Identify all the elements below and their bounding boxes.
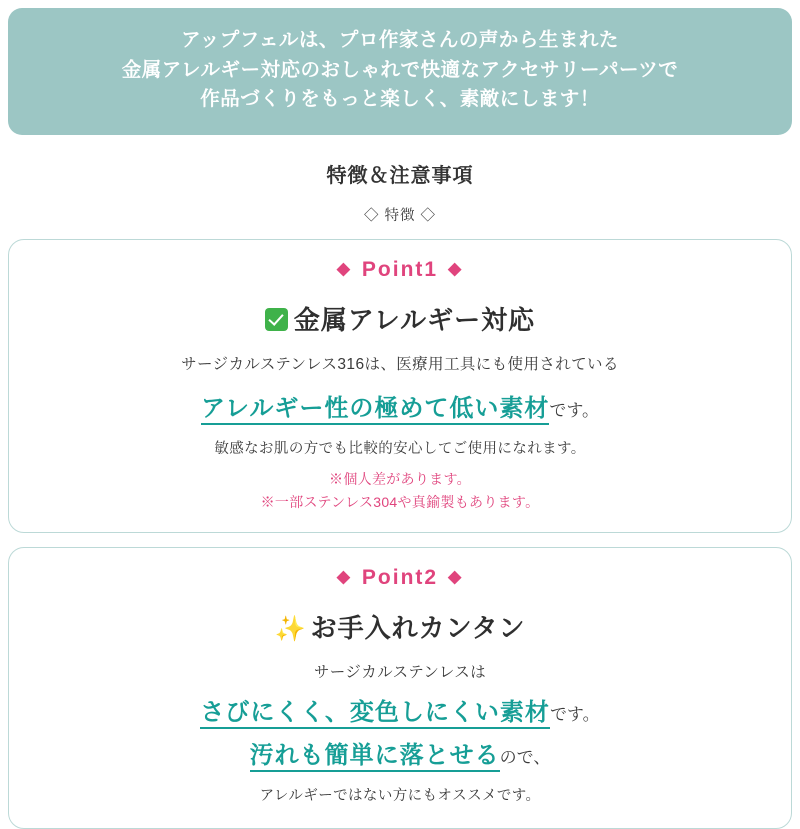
point2-highlight-2-suffix: ので、 — [499, 748, 551, 768]
point1-highlight-suffix: です。 — [549, 401, 600, 421]
point1-line-2: 敏感なお肌の方でも比較的安心してご使用になれます。 — [214, 441, 586, 458]
hero-line-3: 作品づくりをもっと楽しく、素敵にします！ — [200, 88, 600, 111]
point2-highlight-1: さびにくく、変色しにくい素材 — [200, 699, 550, 729]
point2-line-1: サージカルステンレスは — [313, 663, 487, 681]
section-subtitle: ◇ 特徴 ◇ — [363, 207, 437, 224]
diamond-right-icon: ◆ — [448, 258, 464, 278]
sparkles-icon: ✨ — [274, 614, 307, 643]
point2-heading — [29, 566, 771, 590]
point1-title-row — [29, 300, 771, 337]
point1-note-1: ※個人差があります。 — [329, 470, 471, 487]
hero-banner — [8, 8, 792, 135]
point1-card — [8, 239, 792, 533]
point2-highlight-1-suffix: です。 — [549, 705, 600, 725]
diamond-left-icon: ◆ — [336, 258, 352, 278]
point1-title: 金属アレルギー対応 — [293, 304, 536, 335]
point1-label: Point1 — [361, 257, 439, 281]
page-root — [0, 8, 800, 808]
point1-highlight: アレルギー性の極めて低い素材 — [201, 395, 549, 425]
diamond-right-icon: ◆ — [448, 566, 464, 586]
point2-highlight-row-1 — [29, 692, 771, 727]
diamond-left-icon: ◆ — [336, 566, 352, 586]
point2-line-2: アレルギーではない方にもオススメです。 — [259, 788, 541, 805]
point2-title: お手入れカンタン — [310, 612, 526, 643]
point2-label: Point2 — [361, 565, 439, 589]
point2-title-row — [29, 608, 771, 645]
point1-note-2: ※一部ステンレス304や真鍮製もあります。 — [260, 493, 540, 510]
point1-heading — [29, 258, 771, 282]
check-box-icon — [265, 308, 288, 331]
section-title: 特徴＆注意事項 — [326, 164, 474, 187]
point1-highlight-row — [29, 388, 771, 423]
point2-card — [8, 547, 792, 829]
point2-highlight-2: 汚れも簡単に落とせる — [250, 742, 500, 772]
point2-highlight-row-2 — [29, 735, 771, 770]
hero-line-1: アップフェルは、プロ作家さんの声から生まれた — [181, 29, 619, 51]
point1-line-1: サージカルステンレス316は、医療用工具にも使用されている — [181, 355, 619, 373]
hero-line-2: 金属アレルギー対応のおしゃれで快適なアクセサリーパーツで — [121, 58, 679, 81]
